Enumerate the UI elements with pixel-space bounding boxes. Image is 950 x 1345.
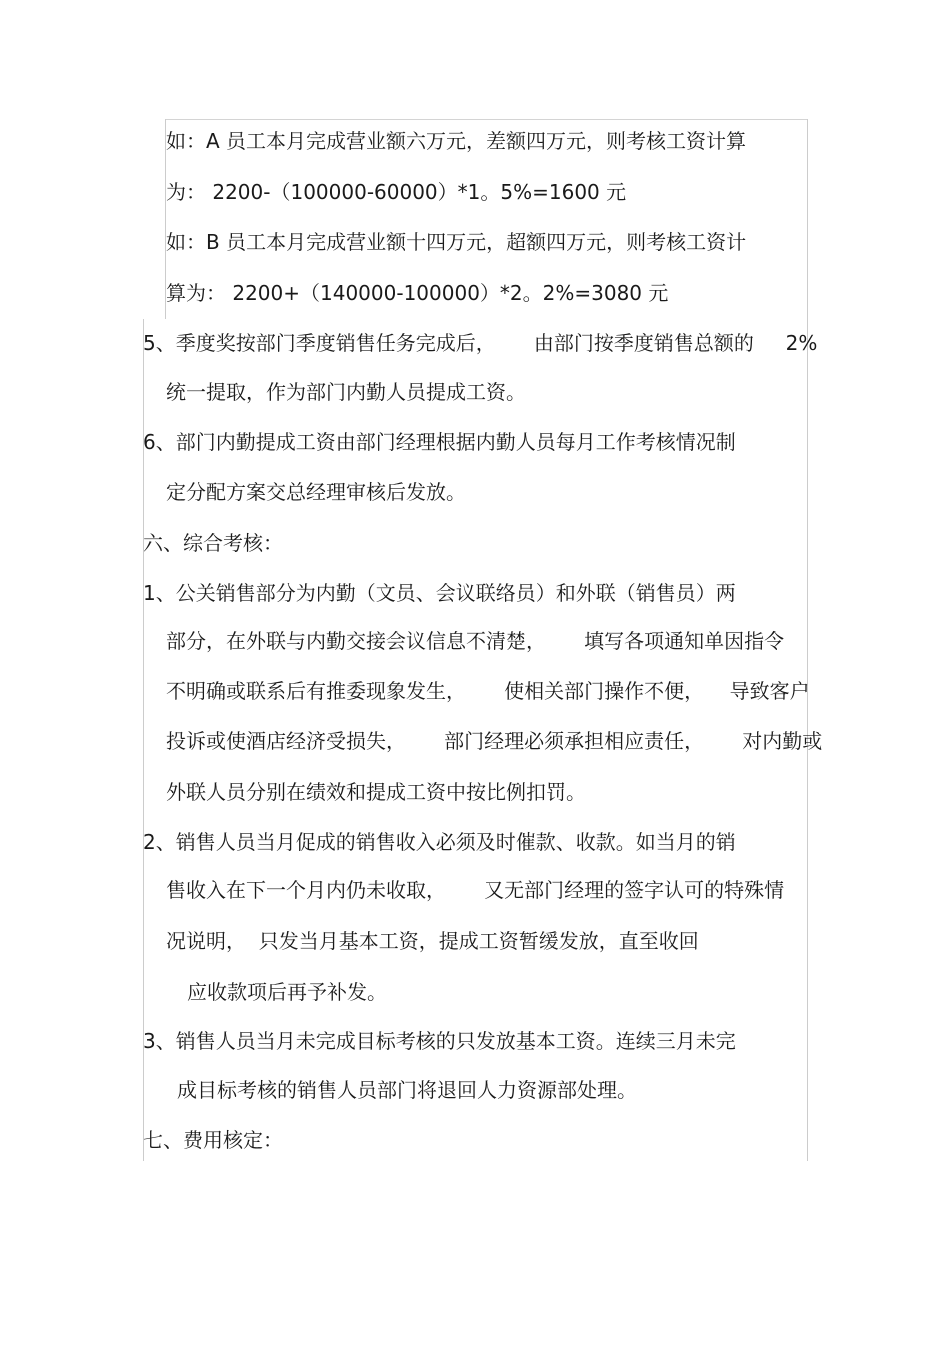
text-line-item-6-1: 6、部门内勤提成工资由部门经理根据内勤人员每月工作考核情况制 bbox=[143, 430, 736, 454]
text-line-s6-item-2-3: 况说明， 只发当月基本工资，提成工资暂缓发放，直至收回 bbox=[166, 929, 699, 953]
text-line-s6-item-3-2: 成目标考核的销售人员部门将退回人力资源部处理。 bbox=[177, 1078, 637, 1102]
text-line-s6-item-3-1: 3、销售人员当月未完成目标考核的只发放基本工资。连续三月未完 bbox=[143, 1029, 736, 1053]
table-top-border bbox=[165, 119, 808, 120]
text-line-s6-item-1-2: 部分，在外联与内勤交接会议信息不清楚， 填写各项通知单因指令 bbox=[166, 629, 785, 653]
text-line-item-5-1: 5、季度奖按部门季度销售任务完成后， 由部门按季度销售总额的 2% bbox=[143, 331, 818, 355]
text-line-s6-item-1-3: 不明确或联系后有推委现象发生， 使相关部门操作不便， 导致客户 bbox=[166, 679, 810, 703]
text-line-example-b-2: 算为： 2200+（140000-100000）*2。2%=3080 元 bbox=[166, 281, 669, 305]
text-line-s6-item-2-2: 售收入在下一个月内仍未收取， 又无部门经理的签字认可的特殊情 bbox=[166, 878, 785, 902]
text-line-item-6-2: 定分配方案交总经理审核后发放。 bbox=[166, 480, 466, 504]
text-line-s6-item-1-5: 外联人员分别在绩效和提成工资中按比例扣罚。 bbox=[166, 780, 586, 804]
text-line-example-a-2: 为： 2200-（100000-60000）*1。5%=1600 元 bbox=[166, 180, 627, 204]
text-line-item-5-2: 统一提取，作为部门内勤人员提成工资。 bbox=[166, 380, 526, 404]
text-line-s6-item-2-1: 2、销售人员当月促成的销售收入必须及时催款、收款。如当月的销 bbox=[143, 830, 736, 854]
text-line-s6-item-1-1: 1、公关销售部分为内勤（文员、会议联络员）和外联（销售员）两 bbox=[143, 581, 736, 605]
text-line-s6-item-2-4: 应收款项后再予补发。 bbox=[187, 980, 387, 1004]
section-heading-7: 七、费用核定： bbox=[143, 1128, 283, 1152]
text-line-example-a-1: 如：A 员工本月完成营业额六万元，差额四万元，则考核工资计算 bbox=[166, 129, 747, 153]
text-line-s6-item-1-4: 投诉或使酒店经济受损失， 部门经理必须承担相应责任， 对内勤或 bbox=[166, 729, 823, 753]
text-line-example-b-1: 如：B 员工本月完成营业额十四万元，超额四万元，则考核工资计 bbox=[166, 230, 747, 254]
section-heading-6: 六、综合考核： bbox=[143, 531, 283, 555]
table-right-border bbox=[807, 119, 808, 1161]
